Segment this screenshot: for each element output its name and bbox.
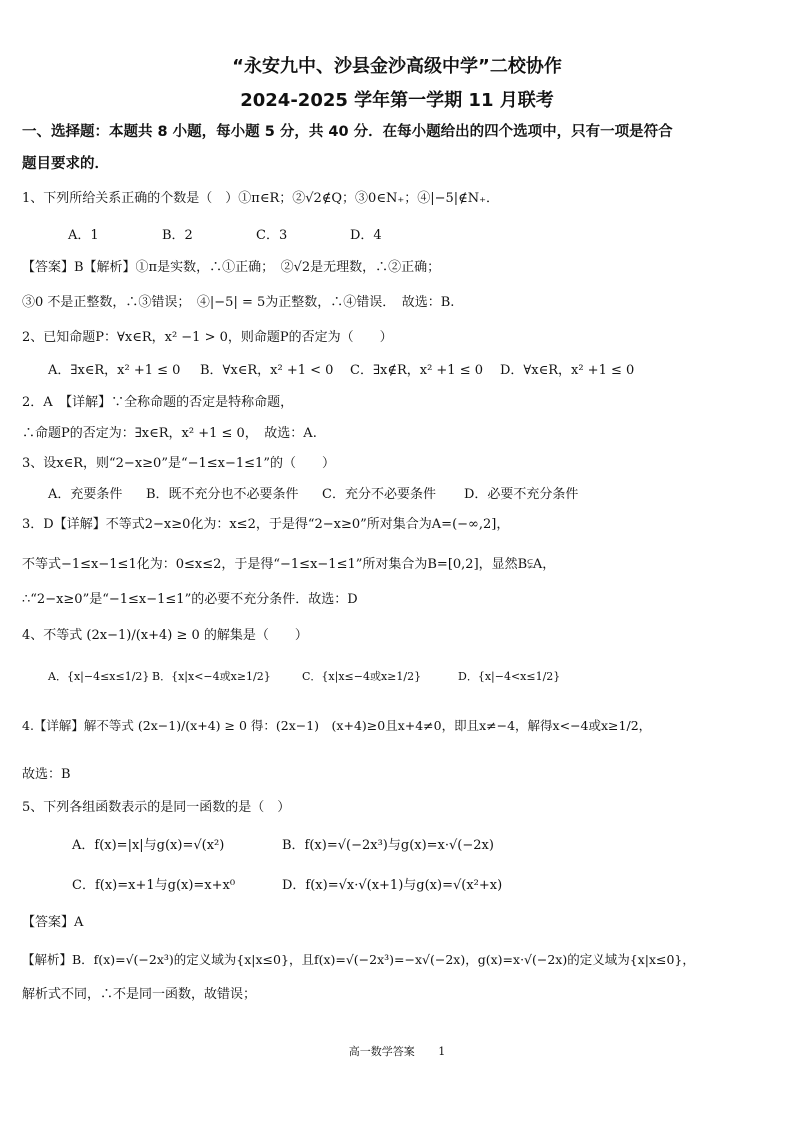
- q5-option-c: C．f(x)=x+1与g(x)=x+x⁰: [72, 878, 236, 893]
- q1-option-c: C．3: [256, 228, 288, 243]
- q2-option-c: C．∃x∉R，x² +1 ≤ 0: [350, 363, 484, 378]
- q1-option-b: B．2: [162, 228, 193, 243]
- q3-answer-line-3: ∴“2−x≥0”是“−1≤x−1≤1”的必要不充分条件．故选：D: [22, 592, 358, 607]
- footer-label: 高一数学答案: [348, 1045, 415, 1058]
- q4-option-a: A．{x|−4≤x≤1/2}: [48, 670, 150, 683]
- q2-option-d: D．∀x∈R，x² +1 ≤ 0: [500, 363, 635, 378]
- title-line-2: 2024-2025 学年第一学期 11 月联考: [240, 90, 554, 111]
- page-number: 1: [438, 1045, 446, 1058]
- q4-option-c: C．{x|x≤−4或x≥1/2}: [302, 670, 422, 683]
- q4-answer-line-2: 故选：B: [22, 767, 71, 782]
- q2-stem: 2、已知命题P：∀x∈R，x² −1 > 0，则命题P的否定为（ ）: [22, 330, 393, 345]
- q2-answer-line-2: ∴命题P的否定为：∃x∈R，x² +1 ≤ 0， 故选：A.: [22, 426, 317, 441]
- q1-option-d: D．4: [350, 228, 382, 243]
- q5-answer-line-1: 【解析】B．f(x)=√(−2x³)的定义域为{x|x≤0}，且f(x)=√(−2x³)=−x√(−2x)，g(x)=x·√(−2x)的定义域为{x|x≤0}，: [22, 952, 695, 967]
- title-line-1: “永安九中、沙县金沙高级中学”二校协作: [232, 56, 562, 77]
- q3-answer-line-2: 不等式−1≤x−1≤1化为：0≤x≤2，于是得“−1≤x−1≤1”所对集合为B=[0,2]，显然B⫋A，: [22, 557, 556, 572]
- q1-stem: 1、下列所给关系正确的个数是（ ）①π∈R；②√2∉Q；③0∈N₊；④|−5|∉N₊．: [22, 191, 499, 206]
- q5-answer-label: 【答案】A: [22, 915, 84, 930]
- q1-answer-line-2: ③0 不是正整数，∴③错误； ④|−5| = 5为正整数，∴④错误． 故选：B.: [22, 295, 455, 310]
- q3-option-d: D．必要不充分条件: [464, 487, 579, 502]
- q4-option-b: B．{x|x<−4或x≥1/2}: [152, 670, 271, 683]
- q5-stem: 5、下列各组函数表示的是同一函数的是（ ）: [22, 800, 291, 815]
- q5-option-b: B．f(x)=√(−2x³)与g(x)=x·√(−2x): [282, 838, 494, 853]
- q1-option-a: A．1: [68, 228, 99, 243]
- q4-answer-line-1: 4.【详解】解不等式 (2x−1)/(x+4) ≥ 0 得：(2x−1) (x+4)≥0且x+4≠0，即且x≠−4，解得x<−4或x≥1/2，: [22, 718, 652, 733]
- q1-answer-line-1: 【答案】B【解析】①π是实数，∴①正确； ②√2是无理数，∴②正确；: [22, 260, 441, 275]
- q4-option-d: D．{x|−4<x≤1/2}: [458, 670, 561, 683]
- q2-option-b: B．∀x∈R，x² +1 < 0: [200, 363, 334, 378]
- q3-option-b: B．既不充分也不必要条件: [146, 487, 299, 502]
- section-intro-line-2: 题目要求的．: [22, 156, 109, 172]
- q4-stem: 4、不等式 (2x−1)/(x+4) ≥ 0 的解集是（ ）: [22, 628, 308, 643]
- q5-option-d: D．f(x)=√x·√(x+1)与g(x)=√(x²+x): [282, 878, 503, 893]
- q5-option-a: A．f(x)=|x|与g(x)=√(x²): [72, 838, 225, 853]
- q3-stem: 3、设x∈R，则“2−x≥0”是“−1≤x−1≤1”的（ ）: [22, 456, 335, 471]
- section-intro-line-1: 一、选择题：本题共 8 小题，每小题 5 分，共 40 分．在每小题给出的四个选项中，只有一项是符合: [22, 124, 673, 140]
- q3-option-c: C．充分不必要条件: [322, 487, 436, 502]
- q2-option-a: A．∃x∈R，x² +1 ≤ 0: [48, 363, 181, 378]
- q2-answer-line-1: 2．A 【详解】∵全称命题的否定是特称命题，: [22, 395, 294, 410]
- page-footer: [0, 1043, 794, 1059]
- q3-option-a: A．充要条件: [48, 487, 123, 502]
- q5-answer-line-2: 解析式不同，∴不是同一函数，故错误；: [22, 987, 257, 1002]
- q3-answer-line-1: 3．D【详解】不等式2−x≥0化为：x≤2，于是得“2−x≥0”所对集合为A=(−∞,2]，: [22, 517, 510, 532]
